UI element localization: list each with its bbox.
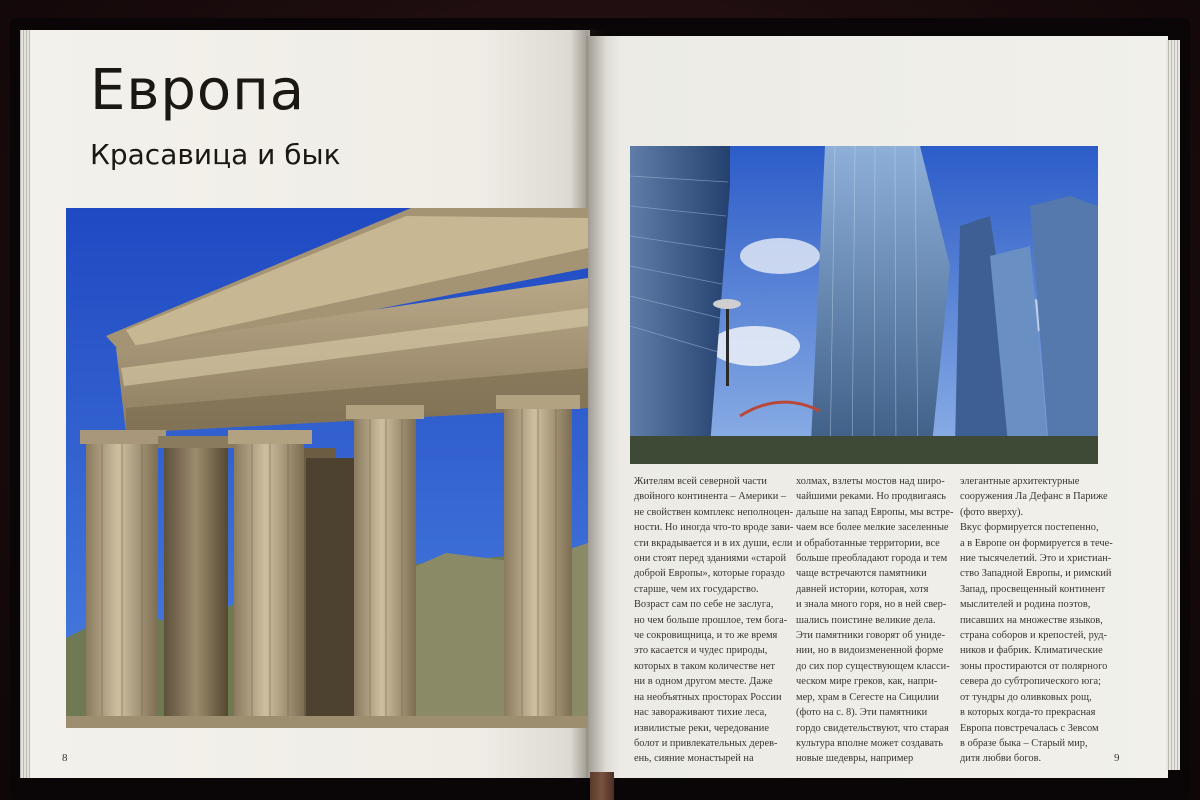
text-line: мер, храм в Сегесте на Сицилии	[796, 691, 939, 703]
text-line: мыслителей и родина поэтов,	[960, 599, 1091, 611]
text-line: извилистые реки, чередование	[634, 722, 769, 734]
text-line: доброй Европы», которые гораздо	[634, 568, 785, 580]
text-line: до сих пор существующем класси-	[796, 660, 950, 672]
text-line: Возраст сам по себе не заслуга,	[634, 599, 774, 611]
text-line: ческом мире греков, как, напри-	[796, 676, 938, 688]
page-title: Европа	[90, 58, 306, 123]
text-line: ни в одном другом месте. Даже	[634, 676, 773, 688]
text-line: ников и фабрик. Климатические	[960, 645, 1103, 657]
text-line: и обработанные территории, все	[796, 537, 940, 549]
text-line: дальше на запад Европы, мы встре-	[796, 506, 954, 518]
text-line: сти вкрадывается и в их души, если	[634, 537, 793, 549]
text-line: страна соборов и крепостей, руд-	[960, 630, 1107, 642]
text-line: ности. Но иногда что-то вроде зави-	[634, 522, 794, 534]
text-line: элегантные архитектурные	[960, 476, 1080, 487]
text-column-3	[960, 474, 1113, 767]
text-line: а в Европе он формируется в тече-	[960, 537, 1113, 549]
right-page-edges	[1166, 40, 1180, 770]
text-line: ство Западной Европы, и римский	[960, 568, 1112, 580]
text-line: дитя любви богов.	[960, 753, 1042, 765]
text-line: шались поистине великие дела.	[796, 614, 936, 626]
text-line: но чем больше прошлое, тем бога-	[634, 614, 788, 626]
text-line: гордо свидетельствуют, что старая	[796, 722, 949, 734]
page-subtitle: Красавица и бык	[90, 138, 341, 171]
text-line: давней истории, которая, хотя	[796, 583, 929, 595]
text-line: в которых когда-то прекрасная	[960, 707, 1096, 719]
text-line: старше, чем их государство.	[634, 583, 759, 595]
text-column-2	[796, 474, 953, 767]
text-line: новые шедевры, например	[796, 753, 914, 765]
text-line: Жителям всей северной части	[634, 476, 767, 487]
text-line: (фото вверху).	[960, 506, 1024, 518]
text-line: культура вполне может создавать	[796, 737, 943, 749]
text-line: нас завораживают тихие леса,	[634, 707, 767, 719]
text-line: нии, но в видоизмененной форме	[796, 645, 944, 657]
text-line: Европа повстречалась с Зевсом	[960, 722, 1099, 734]
text-line: от тундры до оливковых рощ,	[960, 691, 1092, 703]
text-line: это касается и чудес природы,	[634, 645, 768, 657]
text-line: ень, сияние монастырей на	[634, 753, 754, 765]
text-line: которых в таком количестве нет	[634, 660, 775, 672]
text-line: писавших на множестве языков,	[960, 614, 1103, 626]
text-line: и знала много горя, но в ней свер-	[796, 599, 947, 611]
text-line: (фото на с. 8). Эти памятники	[796, 707, 928, 719]
text-line: чайшими реками. Но продвигаясь	[796, 491, 947, 503]
text-line: сооружения Ла Дефанс в Париже	[960, 491, 1108, 503]
text-line: не свойствен комплекс неполноцен-	[634, 506, 794, 518]
text-line: двойного континента – Америки –	[634, 491, 787, 503]
text-line: они стоят перед зданиями «старой	[634, 553, 787, 565]
text-line: холмах, взлеты мостов над широ-	[796, 476, 945, 487]
text-line: Вкус формируется постепенно,	[960, 522, 1099, 534]
text-column-1	[634, 474, 793, 767]
text-line: чаем все более мелкие заселенные	[796, 522, 949, 534]
text-line: Запад, просвещенный континент	[960, 583, 1106, 595]
text-line: больше преобладают города и тем	[796, 553, 948, 565]
bookmark-ribbon	[590, 772, 614, 800]
greek-temple-photo	[66, 208, 588, 728]
text-line: севера до субтропического юга;	[960, 676, 1102, 688]
la-defense-skyscrapers-photo	[630, 146, 1098, 464]
text-line: на необъятных просторах России	[634, 691, 782, 703]
text-line: че сокровищница, и то же время	[634, 630, 778, 642]
page-number-left: 8	[62, 752, 68, 764]
text-line: ние тысячелетий. Это и христиан-	[960, 553, 1112, 565]
text-line: чаще встречаются памятники	[796, 568, 927, 580]
text-line: зоны простираются от полярного	[960, 660, 1108, 672]
text-line: болот и привлекательных дерев-	[634, 737, 778, 749]
page-number-right: 9	[1114, 752, 1120, 764]
text-line: Эти памятники говорят об униде-	[796, 630, 946, 642]
text-line: в образе быка – Старый мир,	[960, 737, 1088, 749]
